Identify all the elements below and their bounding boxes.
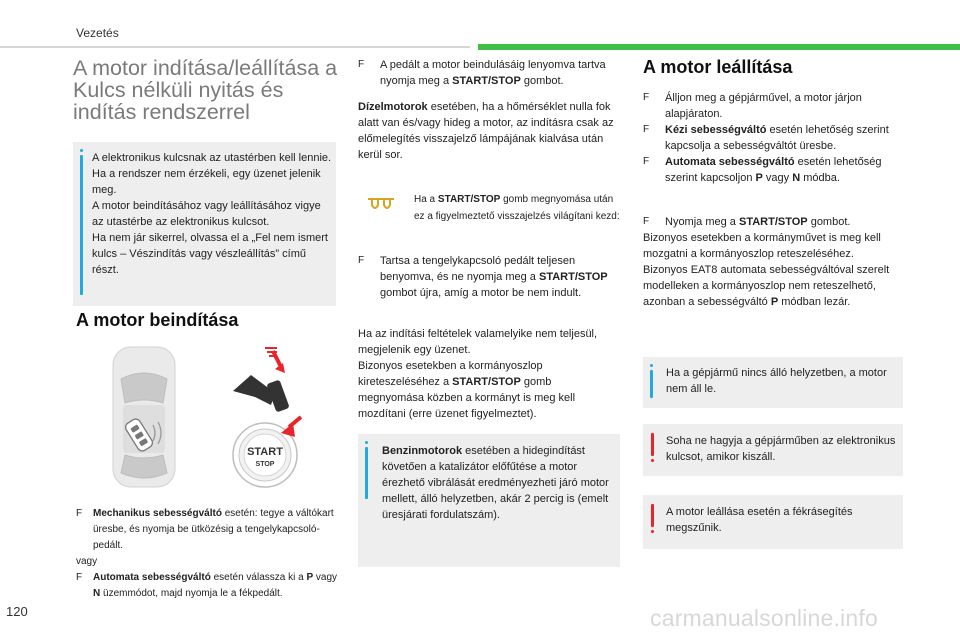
bullet-manual-gearbox — [76, 506, 338, 554]
bullet-text: A pedált a motor beindulásáig lenyomva tartva nyomja meg a — [380, 59, 606, 87]
heading-engine-stop: A motor leállítása — [643, 57, 793, 77]
bullet-mark: F — [643, 156, 650, 167]
bullet-mark: F — [643, 216, 650, 227]
steering-text-2: gomb megnyomása közben a kormányt is meg kell mozdítani (erre üzenet figyelmeztet). — [358, 376, 576, 420]
note-text — [414, 191, 624, 225]
mode-p: P — [755, 172, 763, 184]
section-header-label: Vezetés — [76, 26, 119, 40]
bullet-text: esetén lehetőség szerint kapcsolja a sebességváltót üresbe. — [665, 124, 889, 152]
foot-pedal-icon — [233, 347, 290, 412]
conditions-text: Ha az indítási feltételek valamelyike nem teljesül, megjelenik egy üzenet. — [358, 328, 598, 356]
bullet-text-end: gombot. — [520, 75, 564, 87]
start-stop-label: START/STOP — [452, 376, 521, 388]
info-icon — [80, 155, 83, 295]
manual-gearbox-label: Kézi sebességváltó — [665, 124, 767, 136]
petrol-label: Benzinmotorok — [382, 445, 463, 457]
info-icon — [365, 447, 368, 499]
info-box-text — [382, 443, 618, 523]
info-box-text: A elektronikus kulcsnak az utastérben kell lennie. Ha a rendszer nem érzékeli, egy üzenet jelenik meg. A motor beindításához vagy leállításához vigye az utastérbe az elektronikus kulcsot. Ha nem jár sikerrel, olvassa el a „Fel nem ismert kulcs – Vészindítás vagy vészleállítás” című részt. — [92, 152, 332, 276]
manual-gearbox-text: esetén: tegye a váltókart üresbe, és nyomja be ütközésig a tengelykapcsoló-pedált. — [93, 508, 334, 551]
bullet-text: Álljon meg a gépjárművel, a motor járjon alapjáraton. — [665, 92, 862, 120]
steering-text-1: Bizonyos esetekben a kormányoszlop kireteszeléséhez a — [358, 360, 543, 388]
start-stop-label: START/STOP — [452, 75, 521, 87]
bullet-manual-gearbox-stop — [643, 122, 905, 154]
auto-text-1: esetén válassza ki a — [210, 572, 307, 583]
warning-box-text: A motor leállása esetén a fékrásegítés megszűnik. — [666, 506, 853, 534]
bullet-text: Tartsa a tengelykapcsoló pedált teljesen benyomva, és ne nyomja meg a — [380, 255, 576, 283]
info-box-vehicle-moving — [643, 357, 903, 408]
info-box-text: Ha a gépjármű nincs álló helyzetben, a motor nem áll le. — [666, 367, 887, 395]
warning-box-text: Soha ne hagyja a gépjárműben az elektronikus kulcsot, amikor kiszáll. — [666, 435, 896, 463]
auto-text-2: vagy — [313, 572, 338, 583]
steering-lock-paragraph — [643, 230, 905, 310]
bullet-mark: F — [358, 59, 365, 70]
warning-icon — [651, 433, 654, 456]
bullet-auto-gearbox-stop — [643, 154, 905, 186]
info-box-key-presence — [73, 142, 336, 306]
warning-icon — [651, 504, 654, 527]
start-stop-label: START/STOP — [437, 194, 501, 205]
bullet-stop-vehicle — [643, 90, 905, 122]
bullet-hold-clutch — [358, 253, 620, 301]
glow-plug-warning-icon — [366, 197, 396, 213]
diesel-label: Dízelmotorok — [358, 101, 428, 113]
start-conditions-paragraph — [358, 326, 620, 422]
bullet-mark: F — [76, 572, 83, 583]
bullet-text: esetén lehetőség szerint kapcsoljon — [665, 156, 882, 184]
petrol-text: esetében a hidegindítást követően a katalizátor előfűtése a motor érezhető vibrálását eredményezheti járó motor mellett, álló helyzetben, akár 2 percig is (emelt üresjárati fordulatszám). — [382, 445, 609, 521]
mode-n: N — [792, 172, 801, 184]
start-stop-label: START/STOP — [538, 271, 608, 283]
mode-p: P — [770, 296, 779, 308]
page-title: A motor indítása/leállítása a Kulcs nélküli nyitás és indítás rendszerrel — [73, 56, 338, 124]
note-text-1: Ha a — [414, 194, 438, 205]
page-number: 120 — [6, 604, 28, 619]
bullet-auto-gearbox — [76, 570, 338, 602]
bullet-mark: F — [643, 92, 650, 103]
auto-gearbox-label: Automata sebességváltó — [665, 156, 795, 168]
bullet-mark: F — [643, 124, 650, 135]
mode-n: N — [93, 588, 101, 599]
bullet-text: Nyomja meg a — [665, 216, 739, 228]
start-illustration — [95, 345, 315, 490]
info-box-petrol-engines — [358, 434, 620, 567]
bullet-text: vagy — [762, 172, 793, 184]
auto-gearbox-label: Automata sebességváltó — [93, 572, 211, 583]
header-divider — [0, 46, 470, 48]
note-text-2: gomb megnyomása után ez a figyelmeztető visszajelzés világítani kezd: — [414, 194, 620, 222]
stop-instructions — [643, 90, 905, 186]
bullet-text-end: gombot újra, amíg a motor be nem indult. — [380, 287, 582, 299]
bullet-text: módba. — [800, 172, 840, 184]
info-icon — [650, 370, 653, 398]
bullet-press-stop — [643, 214, 905, 230]
start-stop-label: START/STOP — [738, 216, 808, 228]
glow-plug-note — [358, 187, 620, 239]
bullet-mark: F — [76, 508, 83, 519]
bullet-press-start — [358, 57, 620, 89]
start-instructions — [76, 506, 338, 602]
watermark: carmanualsonline.info — [650, 605, 878, 631]
header-accent-bar — [478, 44, 960, 50]
car-top-view-icon — [113, 347, 175, 487]
steering-lock-text: Bizonyos esetekben a kormányművet is meg kell mozgatni a kormányoszlop reteszeléséhez. Bizonyos EAT8 automata sebességváltóval szerelt modelleken a kormányoszlop nem reteszelhető, azonban a sebességváltó — [643, 232, 890, 308]
steering-lock-text-end: módban lezár. — [778, 296, 851, 308]
manual-gearbox-label: Mechanikus sebességváltó — [93, 508, 222, 519]
bullet-text-end: gombot. — [807, 216, 851, 228]
bullet-mark: F — [358, 255, 365, 266]
stop-label: STOP — [255, 461, 275, 468]
heading-engine-start: A motor beindítása — [76, 310, 239, 330]
diesel-text: esetében, ha a hőmérséklet nulla fok alatt van és/vagy hideg a motor, az indításra csak az előmelegítés visszajelző lámpájának kialvása után kerül sor. — [358, 101, 614, 161]
auto-text-3: üzemmódot, majd nyomja le a fékpedált. — [100, 588, 283, 599]
warning-box-key — [643, 424, 903, 476]
start-label: START — [247, 446, 283, 458]
diesel-paragraph — [358, 99, 620, 163]
mode-p: P — [306, 572, 314, 583]
or-text: vagy — [76, 556, 98, 567]
warning-box-brake-assist — [643, 495, 903, 549]
